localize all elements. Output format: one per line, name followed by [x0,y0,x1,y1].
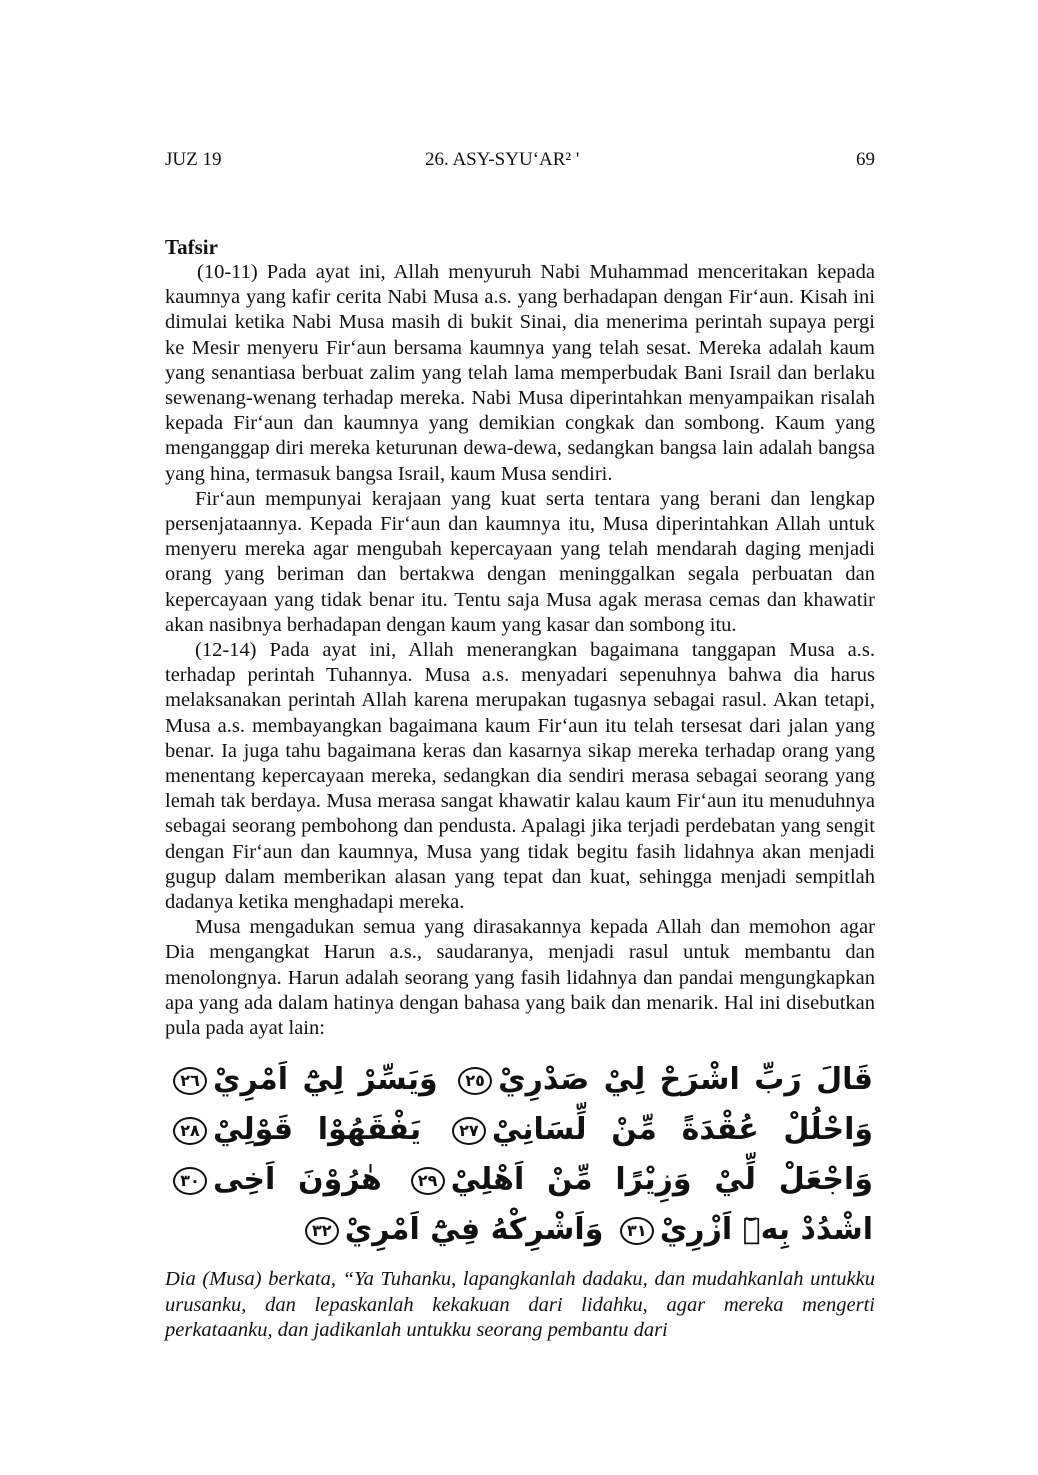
verse-text: وَاجْعَلْ لِّيْ وَزِيْرًا مِّنْ اَهْلِيْ [450,1162,873,1198]
verse-number: ٢٥ [458,1067,492,1095]
verse-text: قَالَ رَبِّ اشْرَحْ لِيْ صَدْرِيْ [498,1062,874,1098]
paragraph: Fir‘aun mempunyai kerajaan yang kuat serta tentara yang berani dan lengkap persenjataannya. Kepada Fir‘aun dan kaumnya itu, Musa diperintahkan Allah untuk menyeru mereka agar mengubah kepercayaan yang telah mendarah daging menjadi orang yang beriman dan bertakwa dengan meninggalkan segala perbuatan dan kepercayaan yang tidak benar itu. Tentu saja Musa agak merasa cemas dan khawatir akan nasibnya berhadapan dengan kaum yang kasar dan sombong itu. [165,487,875,636]
verse-translation: Dia (Musa) berkata, “Ya Tuhanku, lapangkanlah dadaku, dan mudahkanlah untukku urusanku, dan lepaskanlah kekakuan dari lidahku, agar mereka mengerti perkataanku, dan jadikanlah untukku seorang pembantu dari [165,1268,875,1341]
verse-text: وَيَسِّرْ لِيْٓ اَمْرِيْ [213,1062,438,1098]
verse-text: اشْدُدْ بِهٖٓ اَزْرِيْ [659,1212,873,1248]
page-body [165,234,875,1343]
verse-number: ٢٦ [173,1067,207,1095]
verse-number: ٢٨ [173,1117,207,1145]
verse-text: هٰرُوْنَ اَخِى [213,1162,382,1198]
surah-title: 26. ASY-SYU‘AR² ' [425,149,580,170]
paragraph: Musa mengadukan semua yang dirasakannya kepada Allah dan memohon agar Dia mengangkat Harun a.s., saudaranya, menjadi rasul untuk membantu dan menolongnya. Harun adalah seorang yang fasih lidahnya dan pandai mengungkapkan apa yang ada dalam hatinya dengan bahasa yang baik dan menarik. Hal ini disebutkan pula pada ayat lain: [165,916,875,1040]
verse-number: ٣١ [620,1217,654,1245]
verse-number: ٣٠ [173,1167,207,1195]
verse-number: ٢٩ [411,1167,445,1195]
verse-text: يَفْقَهُوْا قَوْلِيْ [213,1112,422,1148]
juz-label: JUZ 19 [165,149,222,170]
verse-number: ٣٢ [305,1217,339,1245]
verse-text: وَاَشْرِكْهُ فِيْٓ اَمْرِيْ [344,1212,604,1248]
page-number: 69 [856,149,875,170]
paragraph: (10-11) Pada ayat ini, Allah menyuruh Nabi Muhammad menceritakan kepada kaumnya yang kafir cerita Nabi Musa a.s. yang berhadapan dengan Fir‘aun. Kisah ini dimulai ketika Nabi Musa masih di bukit Sinai, dia menerima perintah supaya pergi ke Mesir menyeru Fir‘aun bersama kaumnya yang telah sesat. Mereka adalah kaum yang senantiasa berbuat zalim yang telah lama memperbudak Bani Israil dan berlaku sewenang-wenang terhadap mereka. Nabi Musa diperintahkan menyampaikan risalah kepada Fir‘aun dan kaumnya yang demikian congkak dan sombong. Kaum yang menganggap diri mereka keturunan dewa-dewa, sedangkan bangsa lain adalah bangsa yang hina, termasuk bangsa Israil, kaum Musa sendiri. [165,261,875,485]
verse-text: وَاحْلُلْ عُقْدَةً مِّنْ لِّسَانِيْ [491,1112,873,1148]
quran-verses [165,1055,875,1255]
verse-number: ٢٧ [452,1117,486,1145]
page-header [165,146,875,174]
paragraph: (12-14) Pada ayat ini, Allah menerangkan bagaimana tanggapan Musa a.s. terhadap perintah Tuhannya. Musa a.s. menyadari sepenuhnya bahwa dia harus melaksanakan perintah Allah karena merupakan tugasnya sebagai rasul. Akan tetapi, Musa a.s. membayangkan bagaimana kaum Fir‘aun itu telah tersesat dari jalan yang benar. Ia juga tahu bagaimana keras dan kasarnya sikap mereka terhadap orang yang menentang kepercayaan mereka, sedangkan dia sendiri merasa sebagai seorang yang lemah tak berdaya. Musa merasa sangat khawatir kalau kaum Fir‘aun itu menuduhnya sebagai seorang pembohong dan pendusta. Apalagi jika terjadi perdebatan yang sengit dengan Fir‘aun dan kaumnya, Musa yang tidak begitu fasih lidahnya akan menjadi gugup dalam memberikan alasan yang tepat dan kuat, sehingga menjadi sempitlah dadanya ketika menghadapi mereka. [165,639,875,914]
section-title: Tafsir [165,235,218,259]
